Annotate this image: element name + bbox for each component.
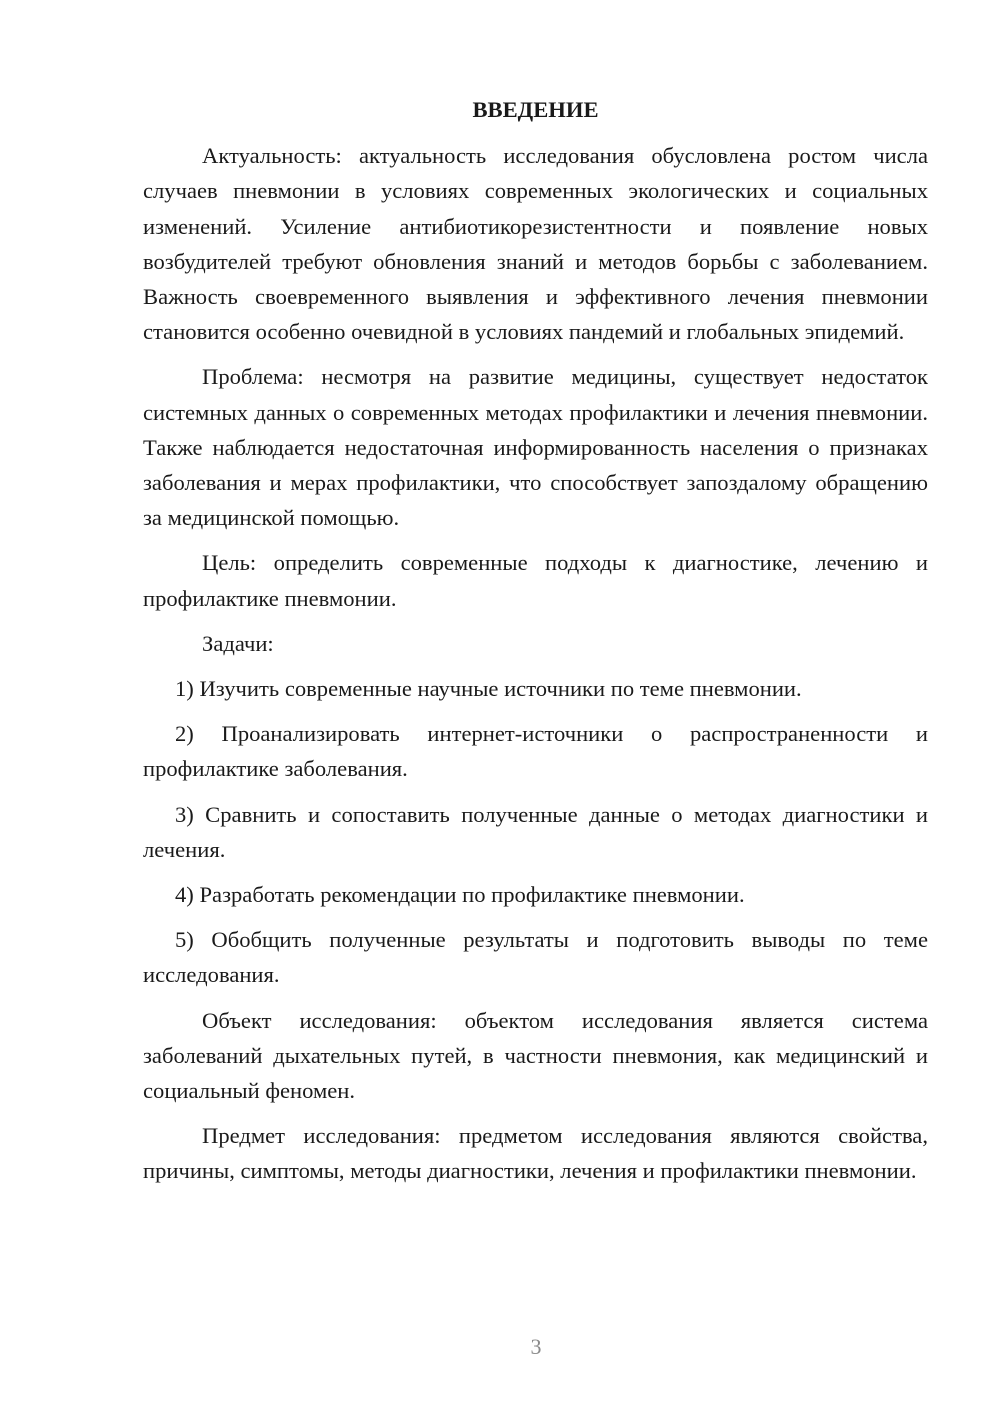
task-item-4: 4) Разработать рекомендации по профилактике пневмонии. [175,882,745,908]
page-content [143,92,928,1199]
task-item-1: 1) Изучить современные научные источники по теме пневмонии. [175,676,802,702]
task-item-3: 3) Сравнить и сопоставить полученные данные о методах диагностики и лечения. [143,801,928,862]
page-number: 3 [530,1334,542,1359]
page-title: ВВЕДЕНИЕ [472,97,599,122]
object-paragraph: Объект исследования: объектом исследования является система заболеваний дыхательных путей, в частности пневмония, как медицинский и социальный феномен. [143,1007,928,1104]
relevance-paragraph: Актуальность: актуальность исследования обусловлена ростом числа случаев пневмонии в условиях современных экологических и социальных изменений. Усиление антибиотикорезистентности и появление новых возбудителей требуют обновления знаний и методов борьбы с заболеванием. Важность своевременного выявления и эффективного лечения пневмонии становится особенно очевидной в условиях пандемий и глобальных эпидемий. [143,143,928,345]
problem-paragraph: Проблема: несмотря на развитие медицины, существует недостаток системных данных о современных методах профилактики и лечения пневмонии. Также наблюдается недостаточная информированность населения о признаках заболевания и мерах профилактики, что способствует запоздалому обращению за медицинской помощью. [143,364,928,531]
task-item-5: 5) Обобщить полученные результаты и подготовить выводы по теме исследования. [143,927,928,988]
goal-paragraph: Цель: определить современные подходы к диагностике, лечению и профилактике пневмонии. [143,550,928,611]
tasks-heading: Задачи: [202,630,274,656]
task-item-2: 2) Проанализировать интернет-источники о распространенности и профилактике заболевания. [143,721,928,782]
subject-paragraph: Предмет исследования: предметом исследования являются свойства, причины, симптомы, методы диагностики, лечения и профилактики пневмонии. [143,1123,928,1184]
